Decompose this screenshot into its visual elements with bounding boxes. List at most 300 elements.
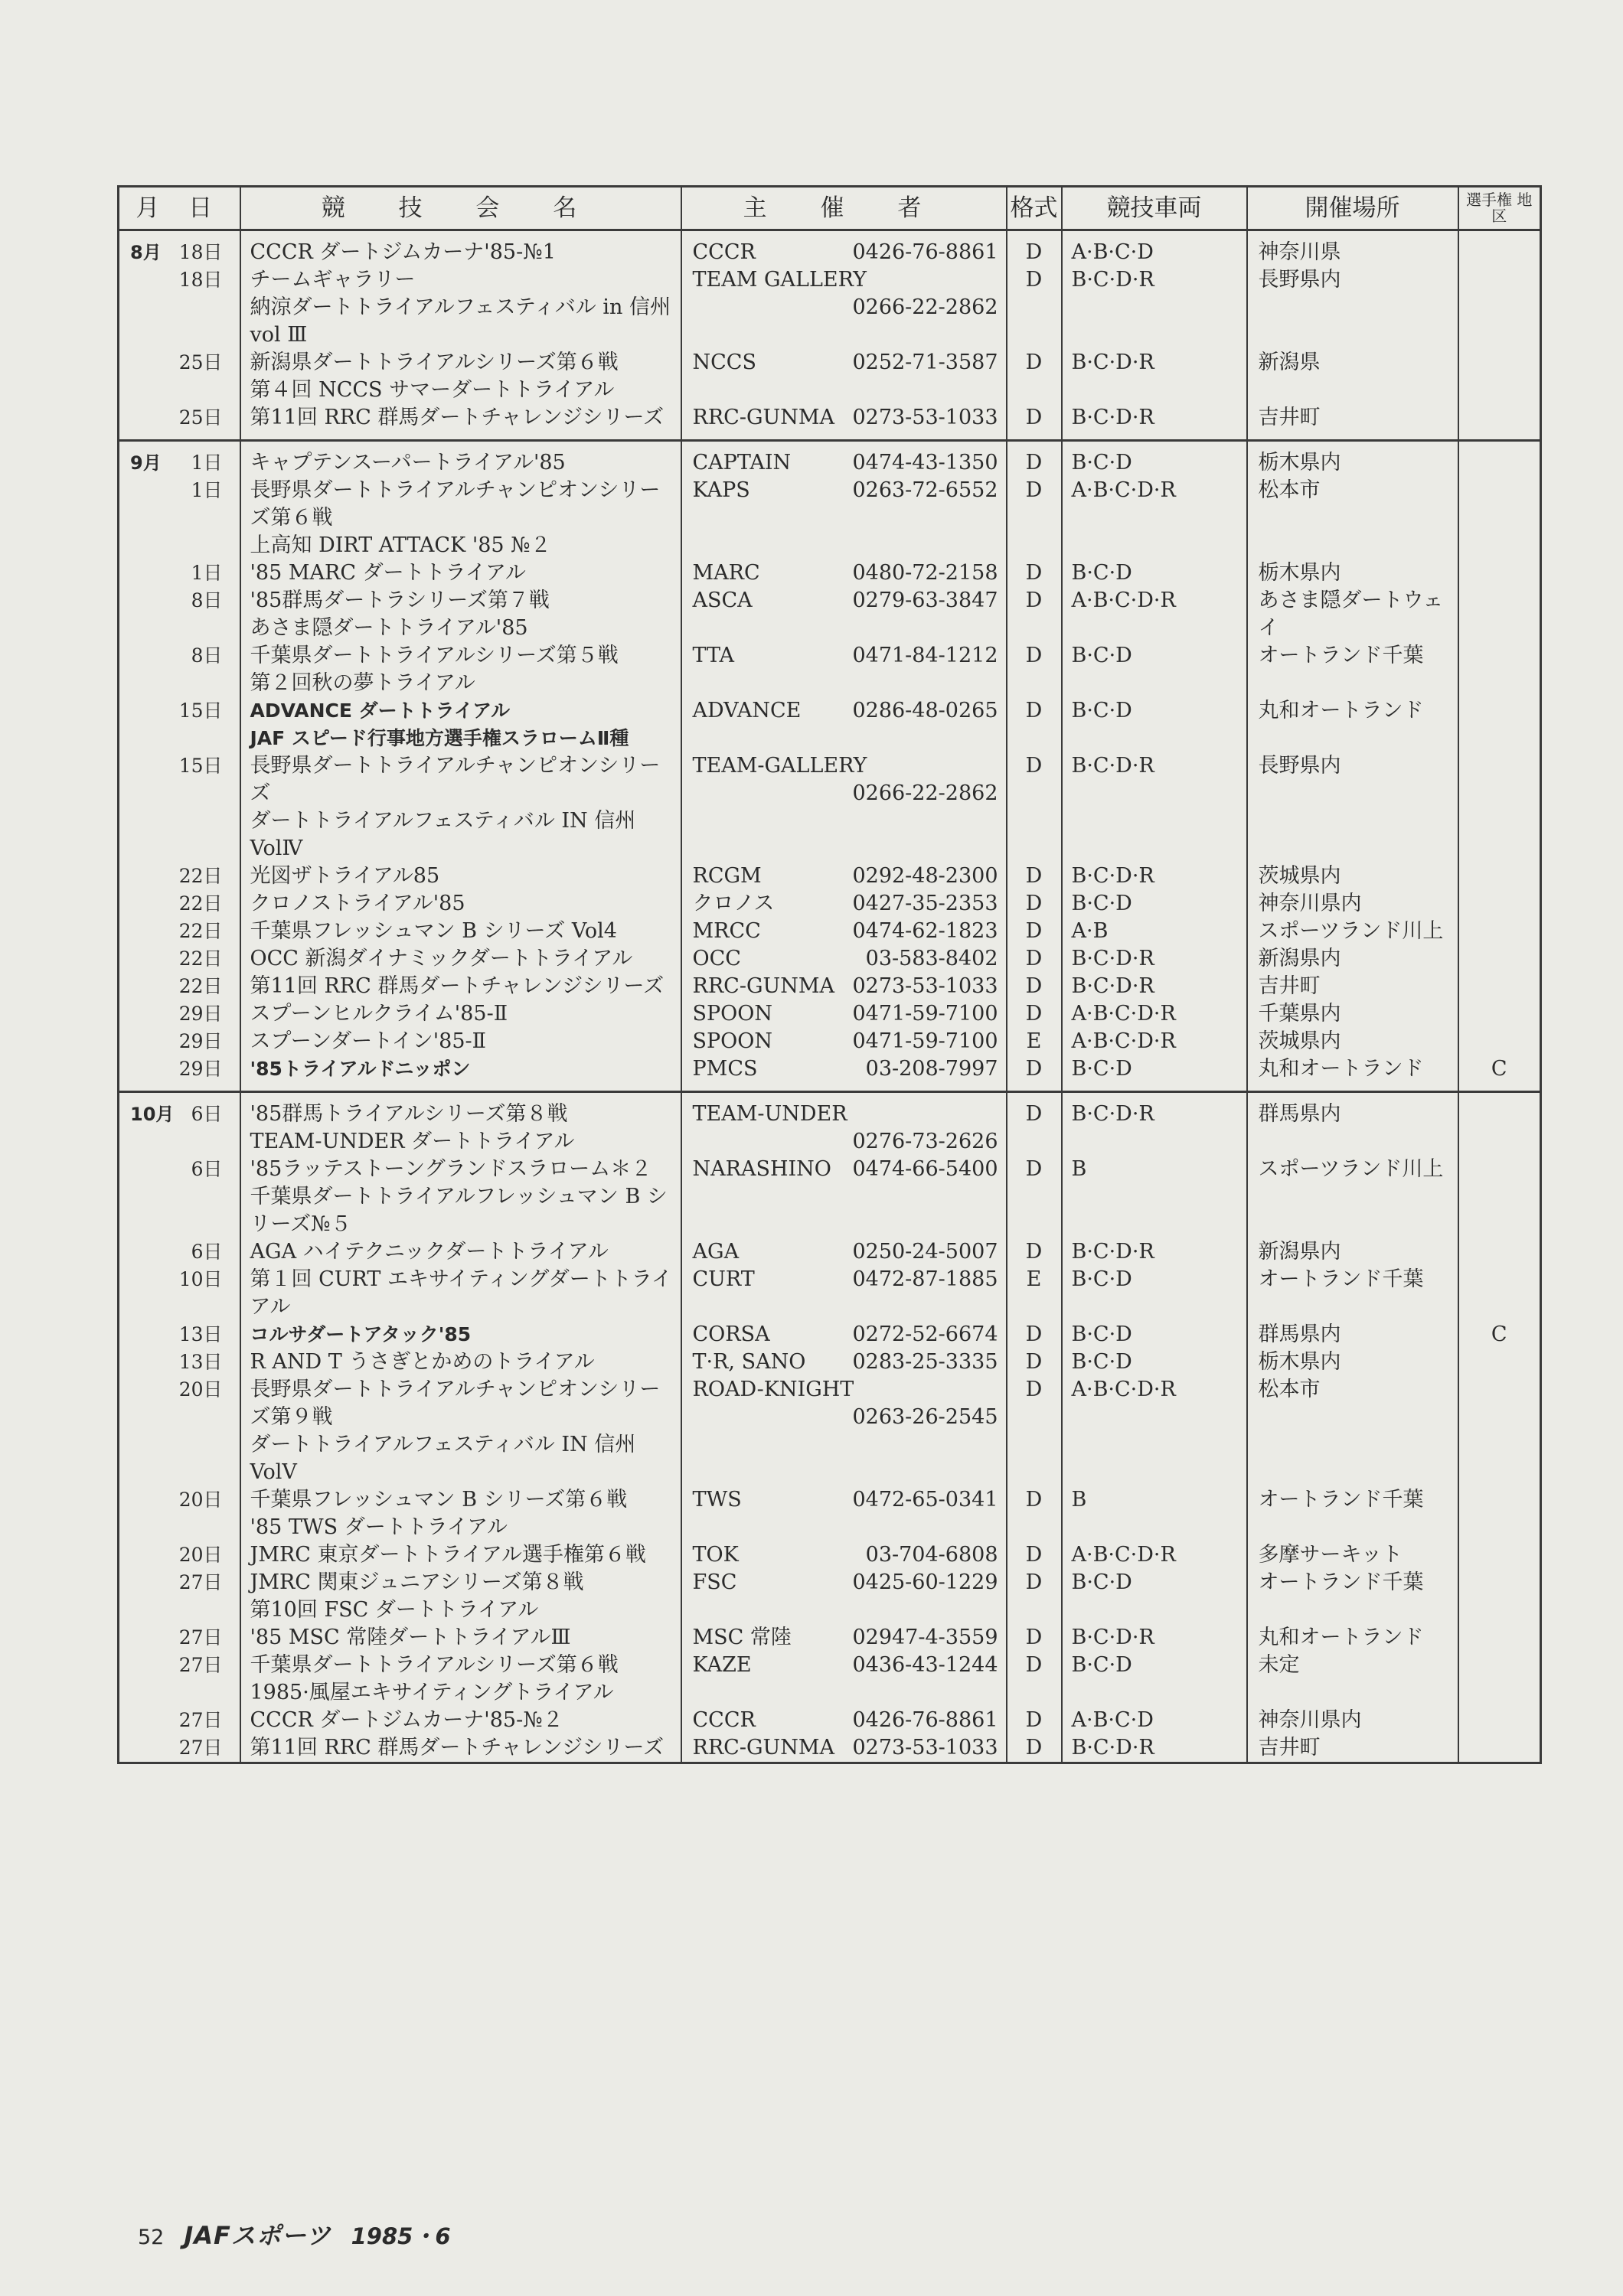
event-name-cell	[240, 477, 681, 559]
organizer-cell	[681, 441, 1007, 478]
organizer-phone: 0276-73-2626	[852, 1130, 998, 1153]
organizer-name: PMCS	[692, 1057, 758, 1081]
event-name: 第１回 CURT エキサイティングダートトライアル	[250, 1267, 673, 1319]
format-cell: D	[1007, 1376, 1062, 1486]
table-row	[119, 477, 1541, 559]
venue-cell: 多摩サーキット	[1247, 1541, 1458, 1569]
event-name-cell	[240, 559, 681, 587]
organizer-phone: 0425-60-1229	[852, 1570, 998, 1594]
format-cell: D	[1007, 752, 1062, 863]
event-name-cell	[240, 266, 681, 349]
championship-cell	[1458, 441, 1541, 478]
date-cell	[119, 1028, 240, 1055]
day-label: 22日	[178, 975, 223, 997]
championship-cell	[1458, 1028, 1541, 1055]
table-row	[119, 642, 1541, 697]
event-name-cell	[240, 1707, 681, 1734]
month-label: 10月	[130, 1104, 175, 1125]
event-name-cell	[240, 1000, 681, 1028]
table-row	[119, 1055, 1541, 1092]
day-label: 29日	[178, 1003, 223, 1025]
venue-cell: 群馬県内	[1247, 1321, 1458, 1349]
organizer-name: TWS	[692, 1488, 742, 1512]
venue-cell: 松本市	[1247, 1376, 1458, 1486]
event-name: '85 MSC 常陸ダートトライアルⅢ	[250, 1626, 571, 1649]
format-cell: D	[1007, 1624, 1062, 1652]
championship-cell	[1458, 266, 1541, 349]
day-label: 6日	[191, 1158, 223, 1180]
day-label: 18日	[178, 269, 223, 291]
organizer-phone: 0283-25-3335	[852, 1350, 998, 1374]
date-cell	[119, 349, 240, 404]
day-label: 8日	[191, 589, 223, 612]
day-label: 6日	[191, 1103, 223, 1125]
table-row	[119, 266, 1541, 349]
format-cell: D	[1007, 1734, 1062, 1763]
cars-cell: B·C·D·R	[1062, 752, 1247, 863]
venue-cell: 栃木県内	[1247, 559, 1458, 587]
organizer-cell	[681, 266, 1007, 349]
day-label: 13日	[178, 1351, 223, 1373]
organizer-phone: 0266-22-2862	[852, 295, 998, 319]
venue-cell: 茨城県内	[1247, 863, 1458, 890]
date-cell	[119, 863, 240, 890]
event-name-cell	[240, 441, 681, 478]
championship-cell	[1458, 752, 1541, 863]
cars-cell: A·B·C·D·R	[1062, 587, 1247, 642]
organizer-cell	[681, 1156, 1007, 1238]
organizer-name: TEAM-GALLERY	[692, 754, 867, 778]
organizer-cell	[681, 1266, 1007, 1321]
organizer-name: AGA	[692, 1240, 740, 1264]
championship-cell	[1458, 1000, 1541, 1028]
organizer-name: CORSA	[692, 1322, 770, 1346]
organizer-name: RRC-GUNMA	[692, 974, 835, 998]
venue-cell: 新潟県内	[1247, 1238, 1458, 1266]
venue-cell: 茨城県内	[1247, 1028, 1458, 1055]
day-label: 25日	[178, 406, 223, 429]
event-name: OCC 新潟ダイナミックダートトライアル	[250, 947, 633, 970]
organizer-name: RRC-GUNMA	[692, 1736, 835, 1760]
table-row	[119, 1376, 1541, 1486]
day-label: 15日	[178, 755, 223, 777]
date-cell	[119, 230, 240, 267]
format-cell: D	[1007, 945, 1062, 973]
date-cell	[119, 642, 240, 697]
date-cell	[119, 1376, 240, 1486]
event-name-cell	[240, 1541, 681, 1569]
organizer-phone: 0474-43-1350	[852, 451, 998, 475]
event-name-cell	[240, 587, 681, 642]
format-cell: D	[1007, 1238, 1062, 1266]
organizer-cell	[681, 973, 1007, 1000]
cars-cell: A·B·C·D	[1062, 230, 1247, 267]
event-name-cell	[240, 890, 681, 918]
venue-cell: オートランド千葉	[1247, 1486, 1458, 1541]
date-cell	[119, 1055, 240, 1092]
format-cell: D	[1007, 1000, 1062, 1028]
cars-cell: B·C·D·R	[1062, 1624, 1247, 1652]
event-name: AGA ハイテクニックダートトライアル	[250, 1240, 609, 1264]
event-name-cell	[240, 1055, 681, 1092]
format-cell: D	[1007, 1569, 1062, 1624]
organizer-phone: 0273-53-1033	[852, 406, 998, 429]
header-event-name: 競 技 会 名	[240, 187, 681, 230]
event-name-cell	[240, 1028, 681, 1055]
event-name: 千葉県ダートトライアルシリーズ第５戦 第２回秋の夢トライアル	[250, 644, 619, 695]
venue-cell: 丸和オートランド	[1247, 697, 1458, 752]
table-row	[119, 1156, 1541, 1238]
format-cell: D	[1007, 404, 1062, 441]
header-organizer: 主 催 者	[681, 187, 1007, 230]
organizer-phone: 03-704-6808	[865, 1543, 998, 1567]
organizer-cell	[681, 1541, 1007, 1569]
organizer-name: クロノス	[692, 892, 775, 915]
date-cell	[119, 1349, 240, 1376]
event-name-cell	[240, 1624, 681, 1652]
organizer-cell	[681, 230, 1007, 267]
organizer-name: ASCA	[692, 589, 753, 612]
format-cell: D	[1007, 266, 1062, 349]
date-cell	[119, 1486, 240, 1541]
cars-cell: A·B	[1062, 918, 1247, 945]
event-name-cell	[240, 349, 681, 404]
organizer-cell	[681, 1707, 1007, 1734]
day-label: 22日	[178, 865, 223, 887]
event-name: '85ラッテストーングランドスラローム＊２ 千葉県ダートトライアルフレッシュマン B シリーズ№５	[250, 1157, 668, 1236]
venue-cell: 吉井町	[1247, 973, 1458, 1000]
day-label: 27日	[178, 1709, 223, 1731]
date-cell	[119, 559, 240, 587]
organizer-cell	[681, 477, 1007, 559]
event-name: 第11回 RRC 群馬ダートチャレンジシリーズ	[250, 974, 665, 998]
event-name-cell	[240, 863, 681, 890]
cars-cell: B·C·D·R	[1062, 404, 1247, 441]
championship-cell	[1458, 642, 1541, 697]
organizer-phone: 0480-72-2158	[852, 561, 998, 585]
table-row	[119, 1028, 1541, 1055]
day-label: 29日	[178, 1030, 223, 1052]
event-name: '85群馬ダートラシリーズ第７戦 あさま隠ダートトライアル'85	[250, 589, 550, 640]
format-cell: D	[1007, 1321, 1062, 1349]
event-name-cell	[240, 1569, 681, 1624]
event-name-cell	[240, 973, 681, 1000]
cars-cell: B·C·D·R	[1062, 1734, 1247, 1763]
table-row	[119, 441, 1541, 478]
championship-cell	[1458, 1349, 1541, 1376]
championship-cell	[1458, 1376, 1541, 1486]
event-name: JMRC 関東ジュニアシリーズ第８戦 第10回 FSC ダートトライアル	[250, 1570, 584, 1622]
format-cell: D	[1007, 587, 1062, 642]
table-row	[119, 404, 1541, 441]
organizer-name: OCC	[692, 947, 741, 970]
organizer-cell	[681, 587, 1007, 642]
organizer-phone: 0286-48-0265	[852, 699, 998, 722]
organizer-phone: 0266-22-2862	[852, 781, 998, 805]
table-row	[119, 945, 1541, 973]
organizer-cell	[681, 559, 1007, 587]
event-name-cell	[240, 1486, 681, 1541]
cars-cell: B·C·D·R	[1062, 349, 1247, 404]
day-label: 27日	[178, 1571, 223, 1593]
date-cell	[119, 1624, 240, 1652]
venue-cell: 神奈川県内	[1247, 1707, 1458, 1734]
venue-cell: 丸和オートランド	[1247, 1624, 1458, 1652]
table-row	[119, 890, 1541, 918]
organizer-name: TOK	[692, 1543, 739, 1567]
event-name-cell	[240, 404, 681, 441]
cars-cell: B·C·D	[1062, 1266, 1247, 1321]
organizer-cell	[681, 1486, 1007, 1541]
event-name: CCCR ダートジムカーナ'85-№２	[250, 1708, 563, 1732]
event-name-cell	[240, 230, 681, 267]
organizer-cell	[681, 1734, 1007, 1763]
date-cell	[119, 945, 240, 973]
championship-cell	[1458, 1707, 1541, 1734]
organizer-phone: 0426-76-8861	[852, 240, 998, 264]
event-name: ADVANCE ダートトライアル JAF スピード行事地方選手権スラロームⅡ種	[250, 700, 629, 749]
organizer-phone: 0471-59-7100	[852, 1002, 998, 1026]
format-cell: D	[1007, 441, 1062, 478]
organizer-cell	[681, 1028, 1007, 1055]
table-row	[119, 918, 1541, 945]
format-cell: D	[1007, 349, 1062, 404]
event-name: チームギャラリー 納涼ダートトライアルフェスティバル in 信州 vol Ⅲ	[250, 268, 671, 347]
date-cell	[119, 404, 240, 441]
championship-cell	[1458, 230, 1541, 267]
table-row	[119, 697, 1541, 752]
table-body	[119, 230, 1541, 1763]
date-cell	[119, 1569, 240, 1624]
event-name: 新潟県ダートトライアルシリーズ第６戦 第４回 NCCS サマーダートトライアル	[250, 351, 619, 402]
venue-cell: 長野県内	[1247, 752, 1458, 863]
table-row	[119, 1238, 1541, 1266]
day-label: 20日	[178, 1544, 223, 1566]
venue-cell: 吉井町	[1247, 404, 1458, 441]
organizer-name: CAPTAIN	[692, 451, 792, 475]
table-header-row	[119, 187, 1541, 230]
event-name: キャプテンスーパートライアル'85	[250, 451, 566, 475]
organizer-name: TEAM-UNDER	[692, 1102, 847, 1126]
championship-cell	[1458, 349, 1541, 404]
format-cell: D	[1007, 1486, 1062, 1541]
table-row	[119, 1092, 1541, 1156]
venue-cell: あさま隠ダートウェイ	[1247, 587, 1458, 642]
table-row	[119, 230, 1541, 267]
table-row	[119, 1486, 1541, 1541]
day-label: 22日	[178, 920, 223, 942]
organizer-name: T·R, SANO	[692, 1350, 806, 1374]
cars-cell: A·B·C·D·R	[1062, 1376, 1247, 1486]
table-row	[119, 1000, 1541, 1028]
page-number: 52	[138, 2226, 165, 2249]
day-label: 27日	[178, 1654, 223, 1676]
organizer-cell	[681, 1376, 1007, 1486]
event-name: コルサダートアタック'85	[250, 1323, 472, 1345]
month-label: 8月	[130, 242, 162, 263]
cars-cell: B	[1062, 1486, 1247, 1541]
venue-cell: 栃木県内	[1247, 441, 1458, 478]
table-row	[119, 559, 1541, 587]
championship-cell	[1458, 1624, 1541, 1652]
date-cell	[119, 441, 240, 478]
organizer-name: KAPS	[692, 478, 750, 502]
organizer-cell	[681, 863, 1007, 890]
organizer-phone: 0472-87-1885	[852, 1267, 998, 1291]
organizer-cell	[681, 1055, 1007, 1092]
cars-cell: B·C·D·R	[1062, 1238, 1247, 1266]
date-cell	[119, 752, 240, 863]
event-name-cell	[240, 1266, 681, 1321]
event-name-cell	[240, 1156, 681, 1238]
date-cell	[119, 1156, 240, 1238]
day-label: 25日	[178, 351, 223, 373]
organizer-cell	[681, 752, 1007, 863]
day-label: 1日	[191, 452, 223, 474]
organizer-cell	[681, 1092, 1007, 1156]
cars-cell: B·C·D	[1062, 1321, 1247, 1349]
event-name-cell	[240, 1376, 681, 1486]
day-label: 1日	[191, 479, 223, 501]
table-row	[119, 973, 1541, 1000]
format-cell: D	[1007, 863, 1062, 890]
header-championship: 選手権 地 区	[1458, 187, 1541, 230]
cars-cell: A·B·C·D·R	[1062, 477, 1247, 559]
day-label: 8日	[191, 644, 223, 667]
organizer-cell	[681, 642, 1007, 697]
header-venue: 開催場所	[1247, 187, 1458, 230]
organizer-name: TTA	[692, 644, 735, 667]
event-name: '85トライアルドニッポン	[250, 1058, 471, 1080]
championship-cell	[1458, 697, 1541, 752]
date-cell	[119, 1092, 240, 1156]
organizer-phone: 0472-65-0341	[852, 1488, 998, 1512]
day-label: 1日	[191, 562, 223, 584]
organizer-name: CURT	[692, 1267, 755, 1291]
venue-cell: 松本市	[1247, 477, 1458, 559]
organizer-phone: 0273-53-1033	[852, 974, 998, 998]
table-row	[119, 1569, 1541, 1624]
event-schedule-table	[117, 185, 1542, 1764]
cars-cell: B·C·D	[1062, 1349, 1247, 1376]
date-cell	[119, 973, 240, 1000]
table-row	[119, 1541, 1541, 1569]
date-cell	[119, 1652, 240, 1707]
table-row	[119, 752, 1541, 863]
table-row	[119, 1652, 1541, 1707]
venue-cell: 神奈川県	[1247, 230, 1458, 267]
organizer-cell	[681, 1569, 1007, 1624]
month-label: 9月	[130, 452, 162, 474]
organizer-phone: 02947-4-3559	[852, 1626, 998, 1649]
venue-cell: 栃木県内	[1247, 1349, 1458, 1376]
organizer-name: CCCR	[692, 1708, 756, 1732]
organizer-cell	[681, 1238, 1007, 1266]
championship-cell	[1458, 863, 1541, 890]
format-cell: E	[1007, 1266, 1062, 1321]
day-label: 27日	[178, 1737, 223, 1759]
event-name-cell	[240, 697, 681, 752]
date-cell	[119, 587, 240, 642]
championship-cell	[1458, 477, 1541, 559]
day-label: 13日	[178, 1323, 223, 1345]
organizer-name: MARC	[692, 561, 760, 585]
organizer-phone: 0427-35-2353	[852, 892, 998, 915]
organizer-phone: 0252-71-3587	[852, 351, 998, 374]
event-name: 第11回 RRC 群馬ダートチャレンジシリーズ	[250, 1736, 665, 1760]
championship-cell	[1458, 559, 1541, 587]
day-label: 27日	[178, 1626, 223, 1649]
event-name: 千葉県フレッシュマン B シリーズ Vol4	[250, 919, 617, 943]
table-row	[119, 1266, 1541, 1321]
venue-cell: 群馬県内	[1247, 1092, 1458, 1156]
organizer-phone: 0279-63-3847	[852, 589, 998, 612]
organizer-phone: 0263-72-6552	[852, 478, 998, 502]
championship-cell	[1458, 1569, 1541, 1624]
day-label: 18日	[178, 241, 223, 263]
format-cell: D	[1007, 973, 1062, 1000]
header-date: 月 日	[119, 187, 240, 230]
cars-cell: B·C·D·R	[1062, 863, 1247, 890]
table-row	[119, 1321, 1541, 1349]
organizer-cell	[681, 890, 1007, 918]
venue-cell: 未定	[1247, 1652, 1458, 1707]
organizer-name: RRC-GUNMA	[692, 406, 835, 429]
event-name: CCCR ダートジムカーナ'85-№1	[250, 240, 556, 264]
organizer-cell	[681, 1000, 1007, 1028]
championship-cell	[1458, 1652, 1541, 1707]
event-name: 長野県ダートトライアルチャンピオンシリーズ ダートトライアルフェスティバル IN 信州 VolⅣ	[250, 754, 661, 860]
format-cell: D	[1007, 1092, 1062, 1156]
cars-cell: B·C·D	[1062, 1569, 1247, 1624]
venue-cell: 神奈川県内	[1247, 890, 1458, 918]
event-name-cell	[240, 1321, 681, 1349]
championship-cell	[1458, 945, 1541, 973]
cars-cell: B·C·D·R	[1062, 945, 1247, 973]
cars-cell: B·C·D	[1062, 642, 1247, 697]
organizer-name: MSC 常陸	[692, 1626, 792, 1649]
organizer-name: TEAM GALLERY	[692, 268, 867, 292]
organizer-name: NARASHINO	[692, 1157, 831, 1181]
event-name-cell	[240, 1349, 681, 1376]
format-cell: D	[1007, 230, 1062, 267]
header-format: 格式	[1007, 187, 1062, 230]
cars-cell: B·C·D·R	[1062, 1092, 1247, 1156]
organizer-cell	[681, 1624, 1007, 1652]
event-name: JMRC 東京ダートトライアル選手権第６戦	[250, 1543, 646, 1567]
organizer-phone: 0436-43-1244	[852, 1653, 998, 1677]
venue-cell: 新潟県内	[1247, 945, 1458, 973]
day-label: 6日	[191, 1241, 223, 1263]
venue-cell: 丸和オートランド	[1247, 1055, 1458, 1092]
organizer-name: KAZE	[692, 1653, 752, 1677]
organizer-cell	[681, 697, 1007, 752]
organizer-name: MRCC	[692, 919, 761, 943]
cars-cell: B·C·D	[1062, 890, 1247, 918]
venue-cell: 千葉県内	[1247, 1000, 1458, 1028]
event-name-cell	[240, 1652, 681, 1707]
event-name: '85 MARC ダートトライアル	[250, 561, 526, 585]
organizer-cell	[681, 404, 1007, 441]
cars-cell: B	[1062, 1156, 1247, 1238]
cars-cell: B·C·D	[1062, 1055, 1247, 1092]
organizer-phone: 0292-48-2300	[852, 864, 998, 888]
organizer-name: ADVANCE	[692, 699, 802, 722]
event-name: スプーンダートイン'85-Ⅱ	[250, 1029, 486, 1053]
venue-cell: オートランド千葉	[1247, 1266, 1458, 1321]
organizer-name: SPOON	[692, 1002, 773, 1026]
cars-cell: B·C·D	[1062, 559, 1247, 587]
